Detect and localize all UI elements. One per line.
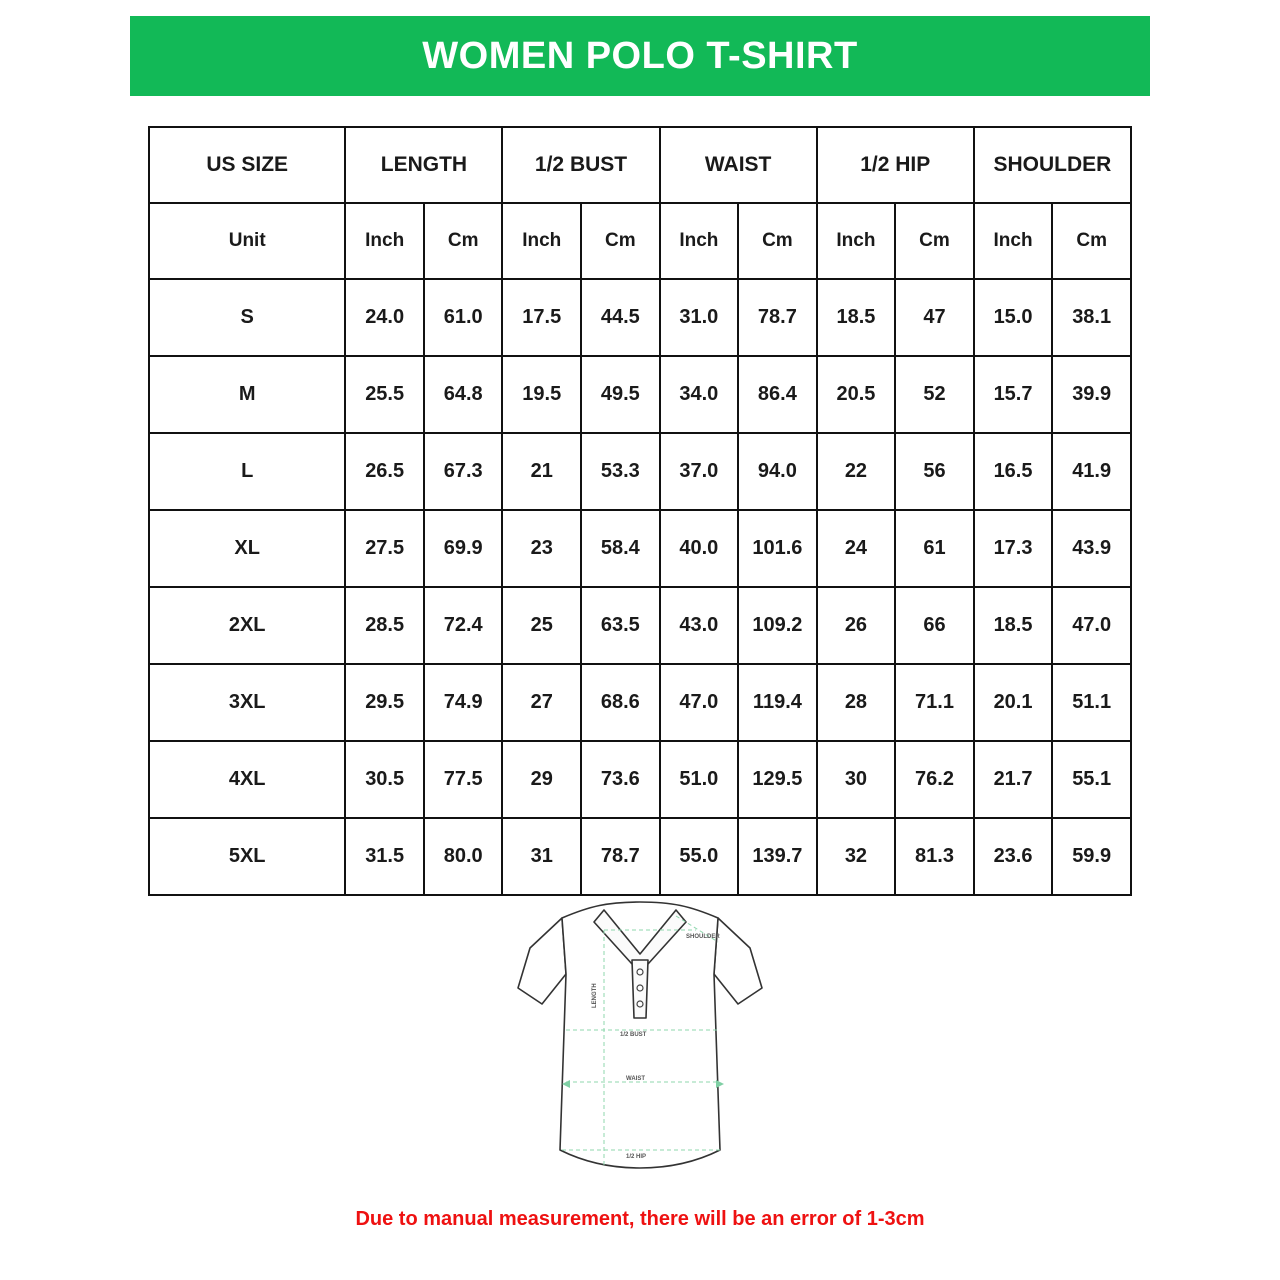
- cell-waist-inch: 37.0: [660, 433, 739, 510]
- cell-shoulder-cm: 55.1: [1052, 741, 1131, 818]
- table-row: [149, 433, 1131, 510]
- cell-hip-inch: 18.5: [817, 279, 896, 356]
- cell-bust-cm: 49.5: [581, 356, 660, 433]
- table-unit-row: [149, 203, 1131, 279]
- cell-hip-inch: 28: [817, 664, 896, 741]
- cell-bust-inch: 27: [502, 664, 581, 741]
- cell-shoulder-cm: 51.1: [1052, 664, 1131, 741]
- row-size-label: 5XL: [149, 818, 345, 895]
- cell-hip-cm: 52: [895, 356, 974, 433]
- cell-length-cm: 61.0: [424, 279, 503, 356]
- cell-bust-cm: 68.6: [581, 664, 660, 741]
- cell-waist-cm: 94.0: [738, 433, 817, 510]
- cell-length-inch: 24.0: [345, 279, 424, 356]
- cell-hip-inch: 20.5: [817, 356, 896, 433]
- cell-length-cm: 64.8: [424, 356, 503, 433]
- unit-shoulder-cm: Cm: [1052, 203, 1131, 279]
- cell-shoulder-cm: 43.9: [1052, 510, 1131, 587]
- cell-shoulder-cm: 41.9: [1052, 433, 1131, 510]
- cell-length-inch: 27.5: [345, 510, 424, 587]
- cell-waist-cm: 139.7: [738, 818, 817, 895]
- cell-length-inch: 28.5: [345, 587, 424, 664]
- cell-waist-cm: 129.5: [738, 741, 817, 818]
- cell-waist-cm: 119.4: [738, 664, 817, 741]
- cell-bust-inch: 29: [502, 741, 581, 818]
- table-row: [149, 664, 1131, 741]
- unit-waist-cm: Cm: [738, 203, 817, 279]
- cell-length-cm: 77.5: [424, 741, 503, 818]
- group-header-length: LENGTH: [345, 127, 502, 203]
- cell-hip-inch: 24: [817, 510, 896, 587]
- unit-hip-inch: Inch: [817, 203, 896, 279]
- table-row: [149, 587, 1131, 664]
- cell-waist-cm: 78.7: [738, 279, 817, 356]
- figure-label-length: LENGTH: [592, 983, 598, 1008]
- cell-hip-inch: 22: [817, 433, 896, 510]
- cell-length-inch: 25.5: [345, 356, 424, 433]
- cell-shoulder-cm: 59.9: [1052, 818, 1131, 895]
- cell-waist-cm: 101.6: [738, 510, 817, 587]
- group-header-waist: WAIST: [660, 127, 817, 203]
- measurement-note: Due to manual measurement, there will be an error of 1-3cm: [355, 1208, 925, 1230]
- figure-label-half-hip: 1/2 HIP: [626, 1154, 647, 1160]
- unit-length-inch: Inch: [345, 203, 424, 279]
- unit-length-cm: Cm: [424, 203, 503, 279]
- figure-label-half-bust: 1/2 BUST: [620, 1032, 647, 1038]
- page-title: WOMEN POLO T-SHIRT: [422, 34, 858, 77]
- cell-bust-cm: 53.3: [581, 433, 660, 510]
- polo-shirt-diagram: [500, 900, 780, 1190]
- size-chart-table: [148, 126, 1132, 896]
- cell-bust-inch: 19.5: [502, 356, 581, 433]
- cell-hip-cm: 56: [895, 433, 974, 510]
- cell-waist-inch: 51.0: [660, 741, 739, 818]
- cell-hip-cm: 66: [895, 587, 974, 664]
- cell-waist-cm: 109.2: [738, 587, 817, 664]
- row-size-label: M: [149, 356, 345, 433]
- title-banner: [130, 16, 1150, 96]
- cell-bust-cm: 73.6: [581, 741, 660, 818]
- row-size-label: 4XL: [149, 741, 345, 818]
- cell-length-cm: 69.9: [424, 510, 503, 587]
- cell-bust-inch: 25: [502, 587, 581, 664]
- cell-waist-inch: 34.0: [660, 356, 739, 433]
- cell-length-cm: 72.4: [424, 587, 503, 664]
- cell-hip-inch: 32: [817, 818, 896, 895]
- group-header-us-size: US SIZE: [149, 127, 345, 203]
- group-header-half-bust: 1/2 BUST: [502, 127, 659, 203]
- cell-bust-cm: 78.7: [581, 818, 660, 895]
- cell-waist-inch: 40.0: [660, 510, 739, 587]
- cell-shoulder-inch: 15.0: [974, 279, 1053, 356]
- cell-length-cm: 80.0: [424, 818, 503, 895]
- cell-shoulder-inch: 16.5: [974, 433, 1053, 510]
- table-row: [149, 279, 1131, 356]
- cell-bust-cm: 58.4: [581, 510, 660, 587]
- row-size-label: XL: [149, 510, 345, 587]
- unit-label: Unit: [149, 203, 345, 279]
- row-size-label: L: [149, 433, 345, 510]
- cell-hip-cm: 81.3: [895, 818, 974, 895]
- cell-hip-inch: 30: [817, 741, 896, 818]
- cell-shoulder-inch: 21.7: [974, 741, 1053, 818]
- cell-hip-cm: 71.1: [895, 664, 974, 741]
- cell-length-cm: 74.9: [424, 664, 503, 741]
- unit-hip-cm: Cm: [895, 203, 974, 279]
- cell-bust-cm: 63.5: [581, 587, 660, 664]
- cell-waist-inch: 55.0: [660, 818, 739, 895]
- cell-waist-inch: 43.0: [660, 587, 739, 664]
- table-row: [149, 356, 1131, 433]
- cell-bust-inch: 31: [502, 818, 581, 895]
- table-row: [149, 741, 1131, 818]
- unit-bust-inch: Inch: [502, 203, 581, 279]
- cell-hip-cm: 61: [895, 510, 974, 587]
- unit-waist-inch: Inch: [660, 203, 739, 279]
- cell-shoulder-cm: 47.0: [1052, 587, 1131, 664]
- cell-shoulder-inch: 15.7: [974, 356, 1053, 433]
- cell-bust-inch: 21: [502, 433, 581, 510]
- cell-length-inch: 30.5: [345, 741, 424, 818]
- cell-waist-inch: 47.0: [660, 664, 739, 741]
- cell-bust-cm: 44.5: [581, 279, 660, 356]
- row-size-label: 2XL: [149, 587, 345, 664]
- cell-hip-cm: 76.2: [895, 741, 974, 818]
- cell-shoulder-inch: 18.5: [974, 587, 1053, 664]
- unit-bust-cm: Cm: [581, 203, 660, 279]
- cell-shoulder-cm: 39.9: [1052, 356, 1131, 433]
- row-size-label: 3XL: [149, 664, 345, 741]
- table-group-header-row: [149, 127, 1131, 203]
- cell-hip-cm: 47: [895, 279, 974, 356]
- group-header-shoulder: SHOULDER: [974, 127, 1131, 203]
- cell-shoulder-inch: 17.3: [974, 510, 1053, 587]
- cell-shoulder-cm: 38.1: [1052, 279, 1131, 356]
- cell-length-cm: 67.3: [424, 433, 503, 510]
- cell-hip-inch: 26: [817, 587, 896, 664]
- cell-bust-inch: 23: [502, 510, 581, 587]
- cell-waist-inch: 31.0: [660, 279, 739, 356]
- cell-length-inch: 26.5: [345, 433, 424, 510]
- cell-waist-cm: 86.4: [738, 356, 817, 433]
- figure-label-waist: WAIST: [626, 1076, 645, 1082]
- table-row: [149, 510, 1131, 587]
- row-size-label: S: [149, 279, 345, 356]
- cell-length-inch: 29.5: [345, 664, 424, 741]
- cell-length-inch: 31.5: [345, 818, 424, 895]
- group-header-half-hip: 1/2 HIP: [817, 127, 974, 203]
- figure-label-shoulder: SHOULDER: [686, 934, 720, 940]
- unit-shoulder-inch: Inch: [974, 203, 1053, 279]
- cell-shoulder-inch: 23.6: [974, 818, 1053, 895]
- cell-shoulder-inch: 20.1: [974, 664, 1053, 741]
- table-row: [149, 818, 1131, 895]
- cell-bust-inch: 17.5: [502, 279, 581, 356]
